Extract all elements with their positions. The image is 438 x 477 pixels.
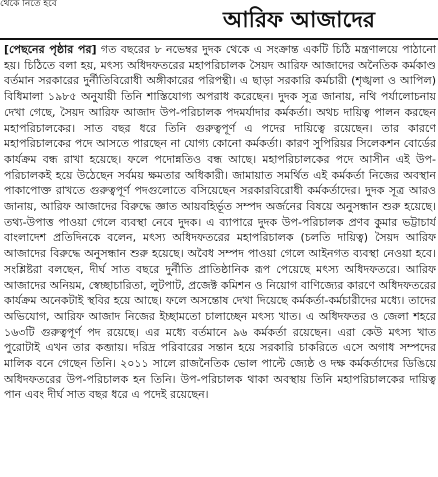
continued-from-tag: [পেছনের পৃষ্ঠার পর] [4,43,97,56]
previous-article-fragment: থেকে নিতে হবে [0,0,57,9]
article-body [4,42,436,472]
article-paragraph [4,42,436,403]
article-headline: আরিফ আজাদের [222,7,376,33]
headline-rule [0,38,438,40]
article-text: গত বছরের ৮ নভেম্বর দুদক থেকে এ সংক্রান্ত একটি চিঠি মন্ত্রণালয়ে পাঠানো হয়। চিঠিতে বলা হয়, মৎস্য অধিদফতরের মহাপরিচালক সৈয়দ আরিফ আজাদের অনৈতিক কর্মকাণ্ড বর্তমান সরকারের দুর্নীতিবিরোধী অঙ্গীকারের পরিপন্থী। এ ছাড়া সরকারি কর্মচারী (শৃঙ্খলা ও আপিল) বিধিমালা ১৯৮৫ অনুযায়ী তিনি শাস্তিযোগ্য অপরাধ করেছেন। দুদক সূত্র জানায়, নথি পর্যালোচনায় দেখা গেছে, সৈয়দ আরিফ আজাদ উপ-পরিচালক পদমর্যাদার কর্মকর্তা। অথচ দায়িত্ব পালন করছেন মহাপরিচালকের। সাত বছর ধরে তিনি গুরুত্বপূর্ণ এ পদের দায়িত্বে রয়েছেন। তার কারণে মহাপরিচালকের পদে আসতে পারছেন না যোগ্য কোনো কর্মকর্তা। কারণ সুপিরিয়র সিলেকশন বোর্ডের কার্যক্রম বন্ধ রাখা হয়েছে। ফলে পদোন্নতিও বন্ধ আছে। মহাপরিচালকের পদে আসীন এই উপ-পরিচালকই হয়ে উঠেছেন সর্বময় ক্ষমতার অধিকারী। জামায়াত সমর্থিত এই কর্মকর্তা নিজের অবস্থান পাকাপোক্ত রাখতে গুরুত্বপূর্ণ পদগুলোতে বসিয়েছেন সরকারবিরোধী কর্মকর্তাদের। দুদক সূত্র আরও জানায়, আরিফ আজাদের বিরুদ্ধে জ্ঞাত আয়বহির্ভূত সম্পদ অর্জনের বিষয়ে অনুসন্ধান শুরু হয়েছে। তথ্য-উপাত্ত পাওয়া গেলে ব্যবস্থা নেবে দুদক। এ ব্যাপারে দুদক উপ-পরিচালক প্রণব কুমার ভট্টাচার্য বাংলাদেশ প্রতিদিনকে বলেন, মৎস্য অধিদফতরের মহাপরিচালক (চলতি দায়িত্ব) সৈয়দ আরিফ আজাদের বিরুদ্ধে অনুসন্ধান শুরু হয়েছে। অবৈধ সম্পদ পাওয়া গেলে আইনগত ব্যবস্থা নেওয়া হবে। সংশ্লিষ্টরা বলছেন, দীর্ঘ সাত বছরে দুর্নীতি প্রাতিষ্ঠানিক রূপ পেয়েছে মৎস্য অধিদফতরে। আরিফ আজাদের অনিয়ম, স্বেচ্ছাচারিতা, লুটপাট, প্রজেক্ট কমিশন ও নিয়োগ বাণিজ্যের কারণে অধিদফতরের কার্যক্রম অনেকটাই স্থবির হয়ে আছে। ফলে অসন্তোষ দেখা দিয়েছে কর্মকর্তা-কর্মচারীদের মধ্যে। তাদের অভিযোগ, আরিফ আজাদ নিজের ইচ্ছামতো চালাচ্ছেন মৎস্য খাত। এ অধিদফতর ও জেলা শহরে ১৬৩টি গুরুত্বপূর্ণ পদ রয়েছে। এর মধ্যে বর্তমানে ৯৬ কর্মকর্তা রয়েছেন। এরা কেউ মৎস্য খাত পুরোটাই এখন তার কব্জায়। দরিদ্র পরিবারের সন্তান হয়ে সরকারি চাকরিতে এসে অগাধ সম্পদের মালিক বনে গেছেন তিনি। ২০১১ সালে রাজনৈতিক ভোল পাল্টে জ্যেষ্ঠ ও দক্ষ কর্মকর্তাদের ডিঙিয়ে অধিদফতরের উপ-পরিচালক হন তিনি। উপ-পরিচালক থাকা অবস্থায় তিনি মহাপরিচালকের দায়িত্ব পান এবং দীর্ঘ সাত বছর ধরে এ পদেই রয়েছেন। [4,43,436,402]
